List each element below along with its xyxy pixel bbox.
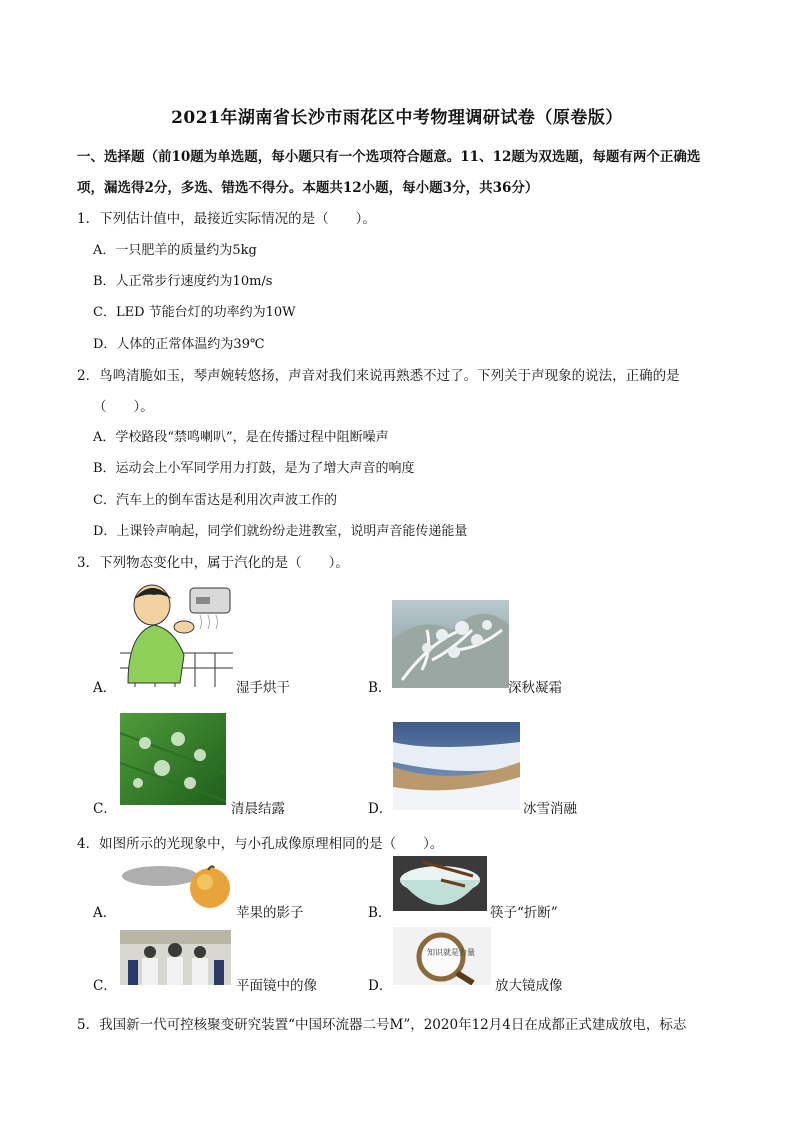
question-3-option-c-text: 清晨结露 [231,801,285,817]
question-4-option-a-letter: A． [93,905,117,921]
question-3-option-d-text: 冰雪消融 [523,801,577,817]
question-2-option-b: B．运动会上小军同学用力打鼓，是为了增大声音的响度 [93,461,415,476]
question-2-option-d: D．上课铃声响起，同学们就纷纷走进教室，说明声音能传递能量 [93,524,468,539]
dew-drops-image [120,713,226,805]
magnifier-image [393,927,491,985]
question-2-option-c: C．汽车上的倒车雷达是利用次声波工作的 [93,493,337,508]
question-3-option-b-letter: B． [368,680,392,696]
question-4-stem: 4．如图所示的光现象中，与小孔成像原理相同的是（ ）。 [77,836,444,852]
mirror-image [120,930,231,985]
question-2-option-a: A．学校路段“禁鸣喇叭”，是在传播过程中阻断噪声 [93,430,389,445]
question-3-option-b-text: 深秋凝霜 [508,680,562,696]
question-1-option-d: D．人体的正常体温约为39℃ [93,337,265,352]
question-2-stem-line2: （ ）。 [93,399,154,415]
question-4-option-a-text: 苹果的影子 [236,905,304,921]
question-2-stem-line1: 2．鸟鸣清脆如玉，琴声婉转悠扬，声音对我们来说再熟悉不过了。下列关于声现象的说法，正确的是 [77,368,680,384]
bent-chopstick-image [393,856,487,911]
question-4-option-b-letter: B． [368,905,392,921]
question-3-option-a-text: 湿手烘干 [236,680,290,696]
question-3-option-c-letter: C． [93,801,117,817]
question-1-option-a: A．一只肥羊的质量约为5kg [93,243,257,258]
question-1-stem: 1．下列估计值中，最接近实际情况的是（ ）。 [77,211,376,227]
question-4-option-b-text: 筷子“折断” [490,905,558,921]
question-1-option-b: B．人正常步行速度约为10m/s [93,274,273,289]
frost-branches-image [392,600,509,688]
magnifier-text: 知识就是力量 [427,948,475,957]
question-4-option-c-letter: C． [93,978,117,994]
hand-dryer-image [120,583,233,687]
melting-snow-image [393,722,520,810]
question-5-stem: 5．我国新一代可控核聚变研究装置“中国环流器二号M”，2020年12月4日在成都正式建成放电，标志 [77,1017,687,1033]
section-heading-line2: 项，漏选得2分，多选、错选不得分。本题共12小题，每小题3分，共36分） [77,180,539,196]
question-3-stem: 3．下列物态变化中，属于汽化的是（ ）。 [77,555,349,571]
page-title: 2021年湖南省长沙市雨花区中考物理调研试卷（原卷版） [171,108,623,128]
question-4-option-d-text: 放大镜成像 [495,978,563,994]
question-3-option-d-letter: D． [368,801,393,817]
question-4-option-c-text: 平面镜中的像 [236,978,317,994]
section-heading-line1: 一、选择题（前10题为单选题，每小题只有一个选项符合题意。11、12题为双选题，每题有两个正确选 [77,149,701,165]
question-1-option-c: C．LED 节能台灯的功率约为10W [93,305,296,320]
apple-shadow-image [120,862,234,912]
question-3-option-a-letter: A． [93,680,117,696]
question-4-option-d-letter: D． [368,978,393,994]
